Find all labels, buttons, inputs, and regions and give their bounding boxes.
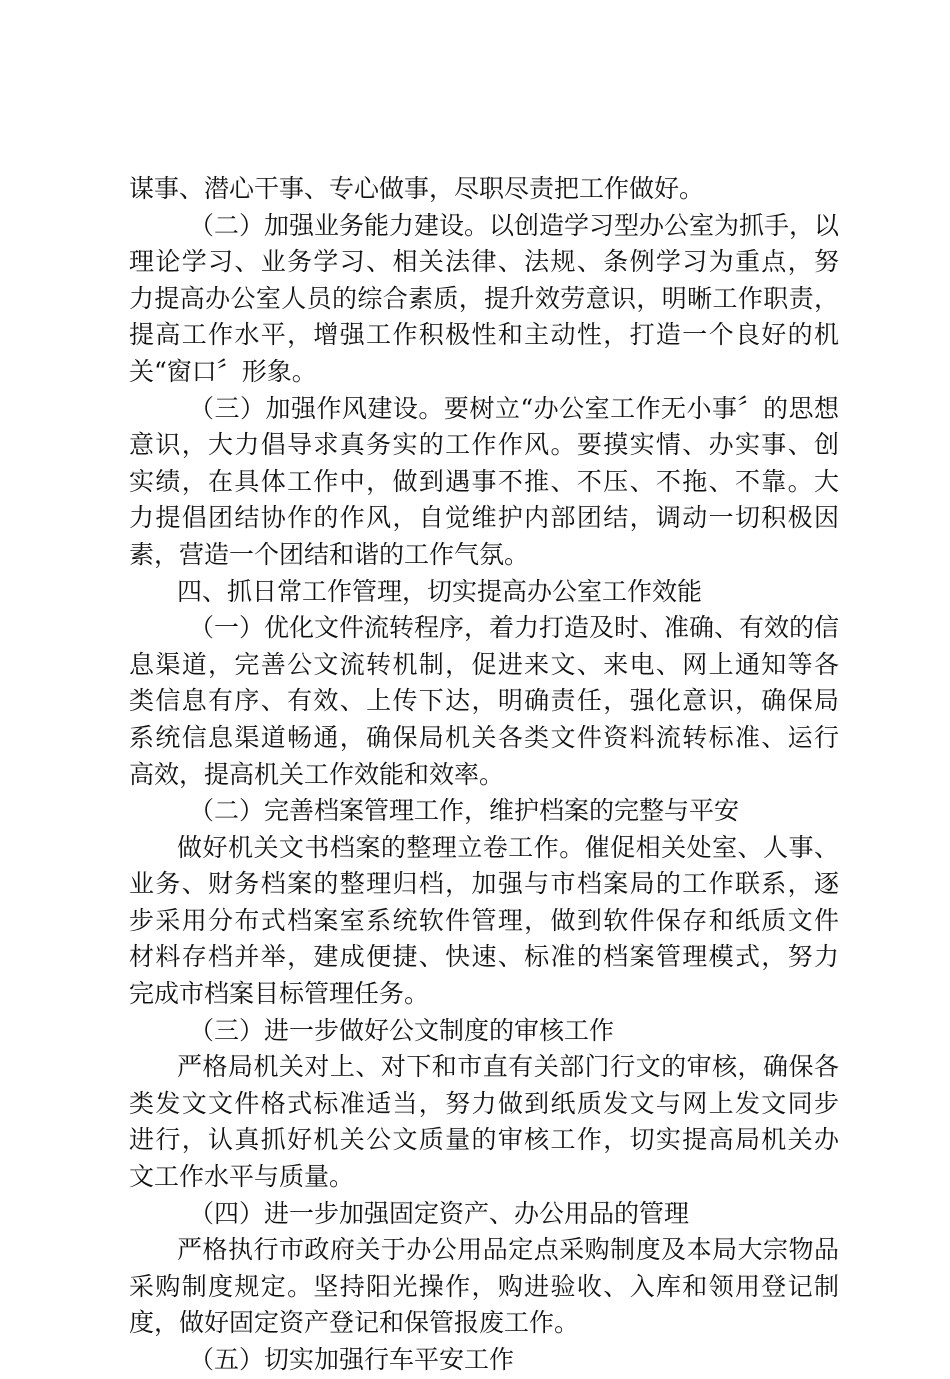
paragraph-heading: （二）加强业务能力建设。以创造学习型办公室为抓手，以: [189, 210, 840, 240]
text-line: 理论学习、业务学习、相关法律、法规、条例学习为重点，努: [129, 247, 839, 277]
text-line: 高效，提高机关工作效能和效率。: [129, 759, 505, 789]
text-line: 进行，认真抓好机关公文质量的审核工作，切实提高局机关办: [129, 1125, 839, 1155]
text-line: 步采用分布式档案室系统软件管理，做到软件保存和纸质文件: [129, 905, 839, 935]
document-body: [129, 171, 839, 1379]
text-line: 素，营造一个团结和谐的工作气氛。: [129, 539, 530, 569]
text-line: 息渠道，完善公文流转机制，促进来文、来电、网上通知等各: [129, 649, 839, 679]
paragraph-heading: （三）进一步做好公文制度的审核工作: [189, 1015, 615, 1045]
text-line: 材料存档并举，建成便捷、快速、标准的档案管理模式，努力: [129, 942, 839, 972]
text-line: 做好机关文书档案的整理立卷工作。催促相关处室、人事、: [177, 832, 839, 862]
paragraph-heading: （五）切实加强行车平安工作: [189, 1345, 515, 1374]
paragraph-heading: （一）优化文件流转程序，着力打造及时、准确、有效的信: [189, 613, 840, 643]
paragraph-heading: （三）加强作风建设。要树立“办公室工作无小事〞的思想: [189, 393, 839, 423]
text-line: 业务、财务档案的整理归档，加强与市档案局的工作联系，逐: [129, 869, 839, 899]
text-line: 力提倡团结协作的作风，自觉维护内部团结，调动一切积极因: [129, 503, 839, 533]
text-line: 实绩，在具体工作中，做到遇事不推、不压、不拖、不靠。大: [129, 466, 839, 496]
text-line: 文工作水平与质量。: [129, 1162, 355, 1192]
text-line: 严格执行市政府关于办公用品定点采购制度及本局大宗物品: [177, 1235, 839, 1265]
text-line: 关“窗口〞形象。: [129, 356, 317, 386]
text-line: 度，做好固定资产登记和保管报废工作。: [129, 1308, 580, 1338]
text-line: 严格局机关对上、对下和市直有关部门行文的审核，确保各: [177, 1052, 839, 1082]
text-line: 系统信息渠道畅通，确保局机关各类文件资料流转标准、运行: [129, 722, 839, 752]
paragraph-heading: （四）进一步加强固定资产、办公用品的管理: [189, 1198, 690, 1228]
section-heading: 四、抓日常工作管理，切实提高办公室工作效能: [177, 576, 703, 606]
paragraph-heading: （二）完善档案管理工作，维护档案的完整与平安: [189, 796, 740, 826]
text-line: 类信息有序、有效、上传下达，明确责任，强化意识，确保局: [129, 686, 839, 716]
text-line: 类发文文件格式标准适当，努力做到纸质发文与网上发文同步: [129, 1088, 839, 1118]
text-line: 采购制度规定。坚持阳光操作，购进验收、入库和领用登记制: [129, 1271, 839, 1301]
text-line: 力提高办公室人员的综合素质，提升效劳意识，明晰工作职责，: [129, 283, 839, 313]
text-line: 提高工作水平，增强工作积极性和主动性，打造一个良好的机: [129, 320, 839, 350]
text-line: 完成市档案目标管理任务。: [129, 979, 430, 1009]
text-line: 谋事、潜心干事、专心做事，尽职尽责把工作做好。: [129, 174, 705, 203]
text-line: 意识，大力倡导求真务实的工作作风。要摸实情、办实事、创: [129, 430, 839, 460]
